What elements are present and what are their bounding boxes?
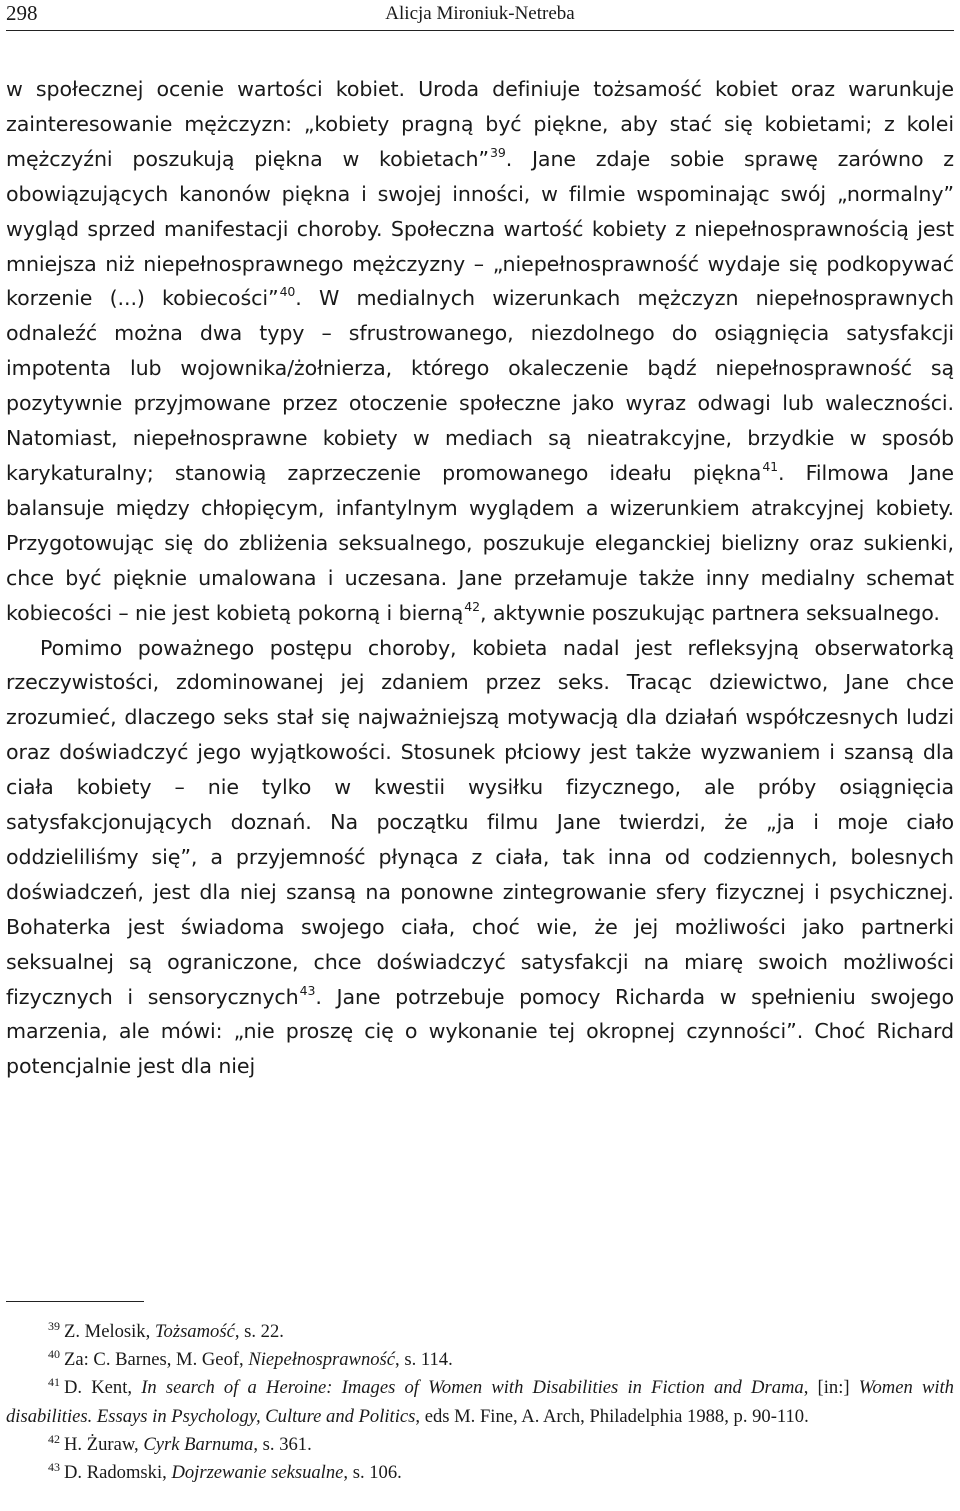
footnote-text: H. Żuraw, — [64, 1433, 144, 1455]
footnote-text: D. Kent, — [64, 1377, 142, 1399]
page-number: 298 — [6, 1, 38, 25]
footnote-text: , s. 361. — [253, 1433, 312, 1455]
footnote-text: Z. Melosik, — [64, 1321, 155, 1342]
page-header — [6, 0, 954, 31]
footnote-title: Tożsamość — [154, 1321, 235, 1342]
paragraph-1 — [6, 72, 954, 631]
footnote-text: Za: C. Barnes, M. Geof, — [64, 1349, 249, 1371]
footnote-text: D. Radomski, — [64, 1462, 172, 1484]
footnote-ref-41: 41 — [762, 458, 779, 474]
text-run: . Jane potrzebuje pomocy Richarda w spełnieniu swojego marzenia, ale mówi: „nie proszę cię o wykonanie tej okropnej czynności”. Choć Richard potencjalnie jest dla niej — [6, 984, 954, 1079]
footnote-number: 41 — [48, 1375, 60, 1390]
paragraph-2 — [6, 631, 954, 1085]
text-run: , aktywnie poszukując partnera seksualnego. — [479, 600, 940, 625]
footnote-39 — [6, 1318, 954, 1346]
footnote-title: Dojrzewanie seksualne — [171, 1462, 344, 1484]
footnote-text: , s. 106. — [343, 1462, 402, 1484]
footnote-40 — [6, 1346, 954, 1374]
running-head-author: Alicja Mironiuk-Netreba — [385, 3, 575, 24]
footnote-number: 39 — [48, 1319, 60, 1333]
text-run: w społecznej ocenie wartości kobiet. Uroda definiuje tożsamość kobiet oraz warunkuje zainteresowanie mężczyzn: „kobiety pragną być piękne, aby stać się kobietami; z kolei mężczyźni poszukują piękna w kobietach” — [6, 77, 954, 171]
footnote-number: 40 — [48, 1347, 60, 1362]
footnote-ref-39: 39 — [489, 144, 506, 160]
text-run: Pomimo poważnego postępu choroby, kobieta nadal jest refleksyjną obserwatorką rzeczywistości, zdominowanej jej zdaniem przez seks. Tracąc dziewictwo, Jane chce zrozumieć, dlaczego seks stał się najważniejszą motywacją dla działań współczesnych ludzi oraz doświadczyć jego wyjątkowości. Stosunek płciowy jest także wyzwaniem i szansą dla ciała kobiety – nie tylko w kwestii wysiłku fizycznego, ale próby osiągnięcia satysfakcjonujących doznań. Na początku filmu Jane twierdzi, że „ja i moje ciało oddzieliliśmy się”, a przyjemność płynąca z ciała, tak inna od codziennych, bolesnych doświadczeń, jest dla niej szansą na ponowne zintegrowanie sfery fizycznej i psychicznej. Bohaterka jest świadoma swojego ciała, choć wie, że jej możliwości jako partnerki seksualnej są ograniczone, chce doświadczyć satysfakcji na miarę swoich możliwości fizycznych i sensorycznych — [6, 635, 954, 1009]
footnote-42 — [6, 1431, 954, 1459]
footnote-title: Women with disabilities. Essays in Psychology, Culture and Politics — [6, 1377, 954, 1427]
footnote-title: Niepełnosprawność — [248, 1349, 396, 1371]
footnote-text: , eds M. Fine, A. Arch, Philadelphia 1988, p. 90-110. — [415, 1405, 809, 1427]
footnote-ref-40: 40 — [279, 284, 296, 300]
main-text — [6, 72, 954, 1084]
text-run: . Filmowa Jane balansuje między chłopięcym, infantylnym wyglądem a wizerunkiem atrakcyjnej kobiety. Przygotowując się do zbliżenia seksualnego, poszukuje eleganckiej bielizny oraz sukienki, chce być pięknie umalowana i uczesana. Jane przełamuje także inny medialny schemat kobiecości – nie jest kobietą pokorną i bierną — [6, 460, 954, 625]
footnote-title: Cyrk Barnuma — [143, 1433, 254, 1455]
footnote-41 — [6, 1374, 954, 1430]
footnote-text: , s. 114. — [395, 1349, 453, 1371]
footnote-number: 42 — [48, 1431, 60, 1446]
text-run: . Jane zdaje sobie sprawę zarówno z obowiązujących kanonów piękna i swojej inności, w filmie wspominając swój „normalny” wygląd sprzed manifestacji choroby. Społeczna wartość kobiety z niepełnosprawnością jest mniejsza niż niepełnosprawnego mężczyzny – „niepełnosprawność wydaje się podkopywać korzenie (...) kobiecości” — [6, 146, 954, 311]
footnote-text: , [in:] — [803, 1377, 859, 1399]
text-run: . W medialnych wizerunkach mężczyzn niepełnosprawnych odnaleźć można dwa typy – sfrustrowanego, niezdolnego do osiągnięcia satysfakcji impotenta lub wojownika/żołnierza, którego okaleczenie bądź niepełnosprawność są pozytywnie przyjmowane przez otoczenie społeczne jako wyraz odwagi lub waleczności. Natomiast, niepełnosprawne kobiety w mediach są nieatrakcyjne, brzydkie w sposób karykaturalny; stanowią zaprzeczenie promowanego ideału piękna — [6, 286, 954, 485]
footnote-ref-42: 42 — [464, 598, 480, 614]
footnote-title: In search of a Heroine: Images of Women with Disabilities in Fiction and Drama — [141, 1377, 804, 1399]
footnote-number: 43 — [48, 1460, 60, 1475]
footnote-43 — [6, 1459, 954, 1487]
footnotes — [6, 1318, 954, 1487]
footnote-ref-43: 43 — [299, 982, 316, 998]
footnote-text: , s. 22. — [234, 1321, 284, 1342]
footnote-separator — [6, 1301, 144, 1302]
